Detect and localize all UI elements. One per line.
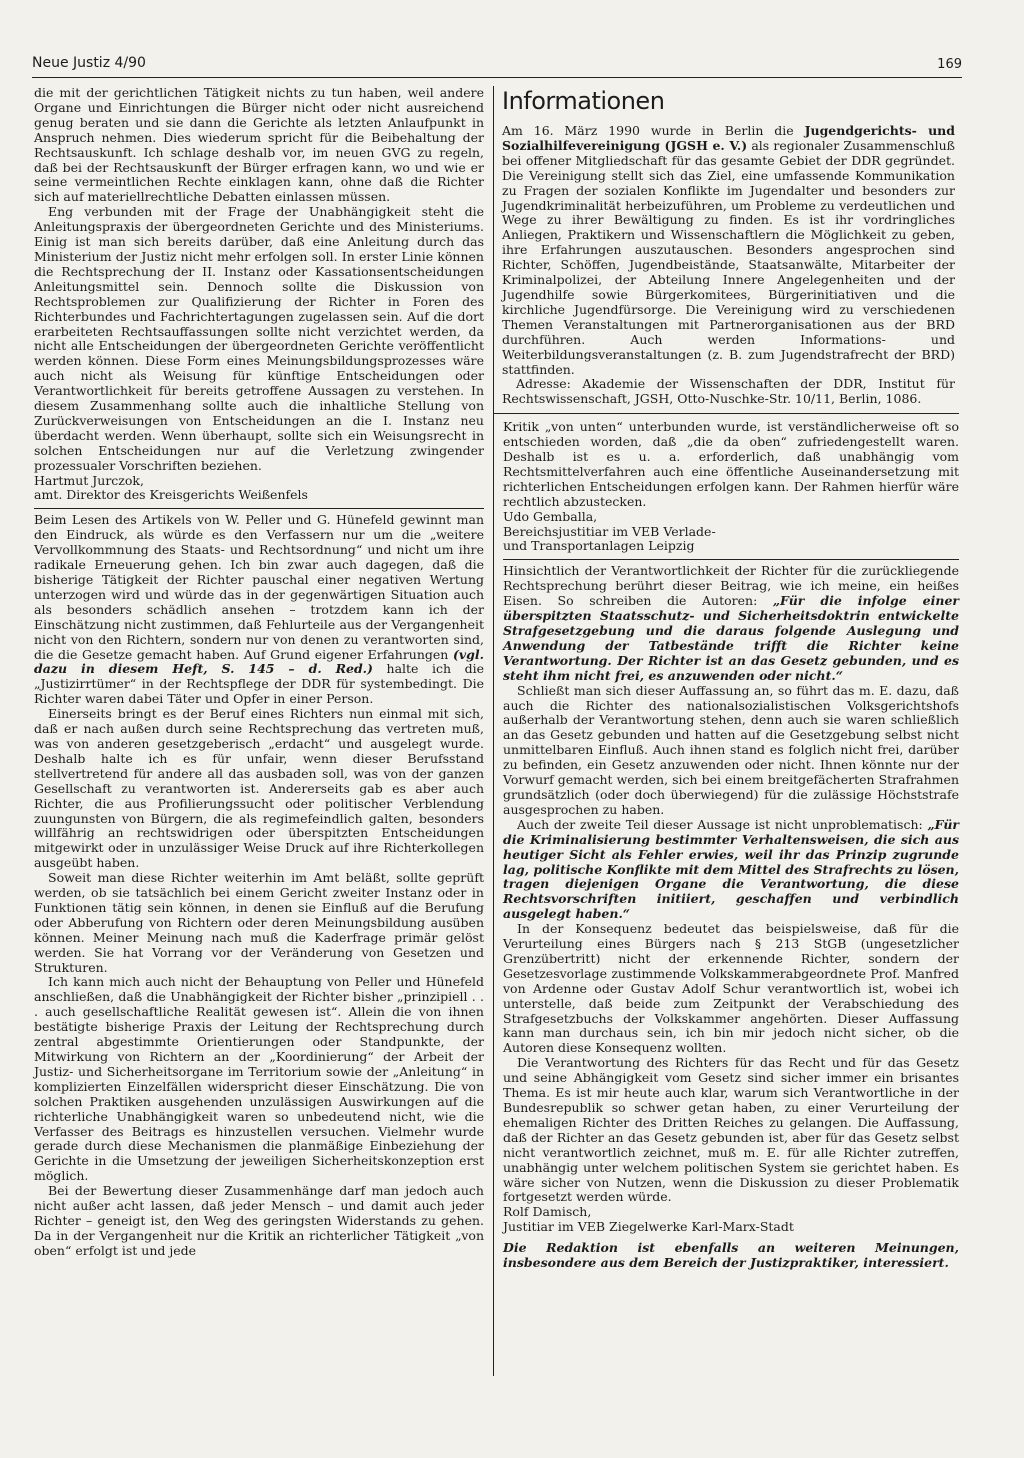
quote: „Für die Kriminalisierung bestimmter Verhaltensweisen, die sich aus heutiger Sicht als Fehler erwies, weil ihr das Prinzip zugrunde lag, politische Konflikte mit dem Mittel des Strafrechts zu lösen, tragen diejenigen Organe die Verantwortung, die diese Rechtsvorschriften initiiert, geschaffen und verbindlich ausgelegt haben.“ <box>503 816 959 922</box>
information-box <box>493 86 959 414</box>
left-paragraph-5: Soweit man diese Richter weiterhin im Amt beläßt, sollte geprüft werden, ob sie tatsächlich bei einem Gericht zweiter Instanz oder in Funktionen tätig sein können, in denen sie Einfluß auf die Berufung oder Abberufung von Richtern oder deren Meinungsbildung ausüben können. Meiner Meinung nach muß die Kaderfrage primär gelöst werden. Sie hat Vorrang vor der Veränderung von Gesetzen und Strukturen. <box>34 870 484 975</box>
left-paragraph-2: Eng verbunden mit der Frage der Unabhängigkeit steht die Anleitungspraxis der übergeordneten Gerichte und des Ministeriums. Einig ist man sich bereits darüber, daß eine Anleitung durch das Ministerium der Justiz nicht mehr erfolgen soll. In erster Linie können die Rechtsprechung der II. Instanz oder Kassationsentscheidungen Anleitungsmittel sein. Dennoch sollte die Diskussion von Rechtsproblemen zur Qualifizierung der Richter in Foren des Richterbundes und Fachrichtertagungen zugelassen sein. Auf die dort erarbeiteten Rechtsauffassungen sollte nicht verzichtet werden, da nicht alle Entscheidungen der übergeordneten Gerichte veröffentlicht werden können. Diese Form eines Meinungsbildungsprozesses wäre auch nicht als Weisung für künftige Entscheidungen oder Verantwortlichkeit für bereits getroffene Aussagen zu verstehen. In diesem Zusammenhang sollte auch die inhaltliche Stellung von Zurückverweisungen von Entscheidungen an die I. Instanz neu überdacht werden. Wenn überhaupt, sollte sich ein Weisungsrecht in solchen Entscheidungen nur auf die Verletzung zwingender prozessualer Vorschriften beziehen. <box>34 204 484 473</box>
right-paragraph-5: In der Konsequenz bedeutet das beispielsweise, daß für die Verurteilung eines Bürgers nach § 213 StGB (ungesetzlicher Grenzübertritt) nicht der erkennende Richter, sondern der Gesetzesvorlage zustimmende Volkskammerabgeordnete Prof. Manfred von Ardenne oder Gustav Adolf Schur verantwortlich ist, wobei ich unterstelle, daß beide zum Zeitpunkt der Verabschiedung des Strafgesetzbuchs der Volkskammer angehörten. Dieser Auffassung kann man durchaus sein, ich bin mir jedoch nicht sicher, ob die Autoren diese Konsequenz wollten. <box>503 921 959 1056</box>
info-paragraph <box>502 124 955 377</box>
left-column <box>34 86 484 1259</box>
right-column <box>503 86 959 1271</box>
organization-name: Jugendgerichts- und Sozialhilfevereinigung (JGSH e. V.) <box>502 123 955 153</box>
left-paragraph-6: Ich kann mich auch nicht der Behauptung von Peller und Hünefeld anschließen, daß die Unabhängigkeit der Richter bisher „prinzipiell . . . auch gesellschaftliche Realität gewesen ist“. Allein die von ihnen bestätigte bisherige Praxis der Leitung der Rechtsprechung durch zentral abgestimmte Orientierungen oder Standpunkte, der Mitwirkung von Richtern an der „Koordinierung“ der Arbeit der Justiz- und Sicherheitsorgane im Territorium sowie der „Anleitung“ in komplizierten Einzelfällen widerspricht dieser Einschätzung. Die von solchen Praktiken ausgehenden unzulässigen Auswirkungen auf die richterliche Unabhängigkeit waren so unbedeutend nicht, wie die Verfasser des Beitrags es hinzustellen versuchen. Vielmehr wurde gerade durch diese Mechanismen die planmäßige Einbeziehung der Gerichte in die Umsetzung der jeweiligen Sicherheitskonzeption erst möglich. <box>34 974 484 1184</box>
left-paragraph-4: Einerseits bringt es der Beruf eines Richters nun einmal mit sich, daß er nach außen durch seine Rechtsprechung das vertreten muß, was von anderen gesetzgeberisch „erdacht“ und ausgelegt wurde. Deshalb halte ich es für unfair, wenn dieser Berufsstand stellvertretend für andere all das ausbaden soll, was von der ganzen Gesellschaft zu verantworten ist. Andererseits gab es aber auch Richter, die aus Profilierungssucht oder politischer Verblendung zuungunsten von Bürgern, die als regimefeindlich galten, besonders willfährig an rechtswidrigen oder überspitzten Entscheidungen mitgewirkt oder in unzulässiger Weise Druck auf ihre Richterkollegen ausgeübt haben. <box>34 706 484 871</box>
page-header <box>32 55 962 78</box>
text-run: Am 16. März 1990 wurde in Berlin die <box>502 123 805 138</box>
signature-name: Udo Gemballa, <box>503 508 598 524</box>
section-title: Informationen <box>502 87 665 115</box>
signature-damisch <box>503 1205 959 1235</box>
signature-gemballa <box>503 510 959 555</box>
letter-separator <box>34 508 484 509</box>
text-run: Hinsichtlich der Verantwortlichkeit der Richter für die zurückliegende Rechtsprechung berührt dieser Beitrag, wie ich meine, ein heißes Eisen. So schreiben die Autoren: <box>503 563 959 609</box>
left-paragraph-7: Bei der Bewertung dieser Zusammenhänge darf man jedoch auch nicht außer acht lassen, daß jeder Mensch – und damit auch jeder Richter – geneigt ist, den Weg des geringsten Widerstands zu gehen. Da in der Vergangenheit nur die Kritik an richterlicher Tätigkeit „von oben“ erfolgt ist und jede <box>34 1183 484 1258</box>
signature-role-line-2: und Transportanlagen Leipzig <box>503 538 695 554</box>
right-paragraph-4 <box>503 818 959 922</box>
quote: „Für die infolge einer überspitzten Staatsschutz- und Sicherheitsdoktrin entwickelte Strafgesetzgebung und die daraus folgende Auslegung und Anwendung der Tatbestände trifft die Richter keine Verantwortung. Der Richter ist an das Gesetz gebunden, und es steht ihm nicht frei, es anzuwenden oder nicht.“ <box>503 593 959 683</box>
signature-jurczok <box>34 474 484 504</box>
text-run: Beim Lesen des Artikels von W. Peller und G. Hünefeld gewinnt man den Eindruck, als würde es den Verfassern nur um die „weitere Vervollkommnung des Staats- und Rechtsordnung“ und nicht um ihre radikale Erneuerung gehen. Ich bin zwar auch dagegen, daß die bisherige Tätigkeit der Richter pauschal einer negativen Wertung unterzogen wird und würde das in der gegenwärtigen Situation auch als besonders schädlich ansehen – trotzdem kann ich der Einschätzung nicht zustimmen, daß Fehlurteile aus der Vergangenheit nicht von den Richtern, sondern nur von denen zu verantworten sind, die die Gesetze gemacht haben. Auf Grund eigener Erfahrungen <box>34 512 484 662</box>
right-paragraph-2 <box>503 564 959 683</box>
editorial-reference: (vgl. dazu in diesem Heft, S. 145 – d. Red.) <box>34 646 484 677</box>
text-run: als regionaler Zusammenschluß bei offener Mitgliedschaft für das gesamte Gebiet der DDR gegründet. Die Vereinigung stellt sich das Ziel, eine umfassende Kommunikation zu Fragen der sozialen Konflikte im Jugendalter und besonders zur Jugendkriminalität herbeizuführen, um Probleme zu verdeutlichen und Wege zu ihrer Bewältigung zu finden. Es ist ihr vordringliches Anliegen, Praktikern und Wissenschaftlern die Möglichkeit zu geben, ihre Erfahrungen auszutauschen. Besonders angesprochen sind Richter, Schöffen, Jugendbeistände, Staatsanwälte, Mitarbeiter der Kriminalpolizei, der Abteilung Innere Angelegenheiten und der Jugendhilfe sowie Bürgerkomitees, Bürgerinitiativen und die kirchliche Jugendfürsorge. Die Vereinigung wird zu verschiedenen Themen Veranstaltungen mit Partnerorganisationen aus der BRD durchführen. Auch werden Informations- und Weiterbildungsveranstaltungen (z. B. zum Jugendstrafrecht der BRD) stattfinden. <box>502 137 955 377</box>
info-address: Adresse: Akademie der Wissenschaften der DDR, Institut für Rechtswissenschaft, JGSH, Otto-Nuschke-Str. 10/11, Berlin, 1086. <box>502 376 955 407</box>
signature-name: Rolf Damisch, <box>503 1204 592 1220</box>
page-number: 169 <box>937 57 962 72</box>
right-paragraph-6: Die Verantwortung des Richters für das Recht und für das Gesetz und seine Abhängigkeit vom Gesetz sind sicher immer ein brisantes Thema. Es ist mir heute auch klar, warum sich Verantwortliche in der Bundesrepublik so schwer getan haben, zu einer Verurteilung der ehemaligen Richter des Dritten Reiches zu gelangen. Die Auffassung, daß der Richter an das Gesetz gebunden ist, aber für das Gesetz selbst nicht verantwortlich zeichnet, muß m. E. für alle Richter zutreffen, unabhängig unter welchem politischen System sie gerichtet haben. Es wäre sicher von Nutzen, wenn die Diskussion zu dieser Problematik fortgesetzt werden würde. <box>503 1055 959 1205</box>
text-run: halte ich die „Justizirrtümer“ in der Rechtspflege der DDR für systembedingt. Die Richter waren dabei Täter und Opfer in einer Person. <box>34 661 484 707</box>
editorial-note: Die Redaktion ist ebenfalls an weiteren Meinungen, insbesondere aus dem Bereich der Justizpraktiker, interessiert. <box>503 1240 959 1271</box>
text-run: Auch der zweite Teil dieser Aussage ist nicht unproblematisch: <box>517 816 928 832</box>
signature-role-line-1: Bereichsjustitiar im VEB Verlade- <box>503 523 716 539</box>
signature-name: Hartmut Jurczok, <box>34 472 144 488</box>
signature-role: amt. Direktor des Kreisgerichts Weißenfels <box>34 487 308 503</box>
right-paragraph-3: Schließt man sich dieser Auffassung an, so führt das m. E. dazu, daß auch die Richter des nationalsozialistischen Volksgerichtshofs außerhalb der Verantwortung stehen, denn auch sie waren schließlich an das Gesetz gebunden und hatten auf die Gesetzgebung selbst nicht unmittelbaren Einfluß. Auch ihnen stand es folglich nicht frei, darüber zu befinden, ein Gesetz anzuwenden oder nicht. Ihnen könnte nur der Vorwurf gemacht werden, sich bei einem breitgefächerten Strafrahmen grundsätzlich (oder doch überwiegend) für die zulässige Höchststrafe ausgesprochen zu haben. <box>503 682 959 817</box>
right-paragraph-1: Kritik „von unten“ unterbunden wurde, ist verständlicherweise oft so entschieden worden, daß „die da oben“ zufriedengestellt waren. Deshalb ist es u. a. erforderlich, daß unabhängig vom Rechtsmittelverfahren auch eine öffentliche Auseinandersetzung mit richterlichen Entscheidungen erfolgen kann. Der Rahmen hierfür wäre rechtlich abzustecken. <box>503 419 959 509</box>
signature-role: Justitiar im VEB Ziegelwerke Karl-Marx-Stadt <box>503 1219 794 1235</box>
left-paragraph-3 <box>34 513 484 707</box>
letter-separator <box>503 559 959 560</box>
left-paragraph-1: die mit der gerichtlichen Tätigkeit nichts zu tun haben, weil andere Organe und Einrichtungen die Bürger nicht oder nicht ausreichend genug beraten und sie dann die Gerichte als letzten Anlaufpunkt in Anspruch nehmen. Dies wiederum spricht für die Beibehaltung der Rechtsauskunft. Ich schlage deshalb vor, im neuen GVG zu regeln, daß bei der Rechtsauskunft der Bürger erfragen kann, wo und wie er seine vermeintlichen Rechte einklagen kann, ohne daß die Richter sich auf materiellrechtliche Debatten einlassen müssen. <box>34 85 484 205</box>
journal-title: Neue Justiz 4/90 <box>32 55 146 71</box>
